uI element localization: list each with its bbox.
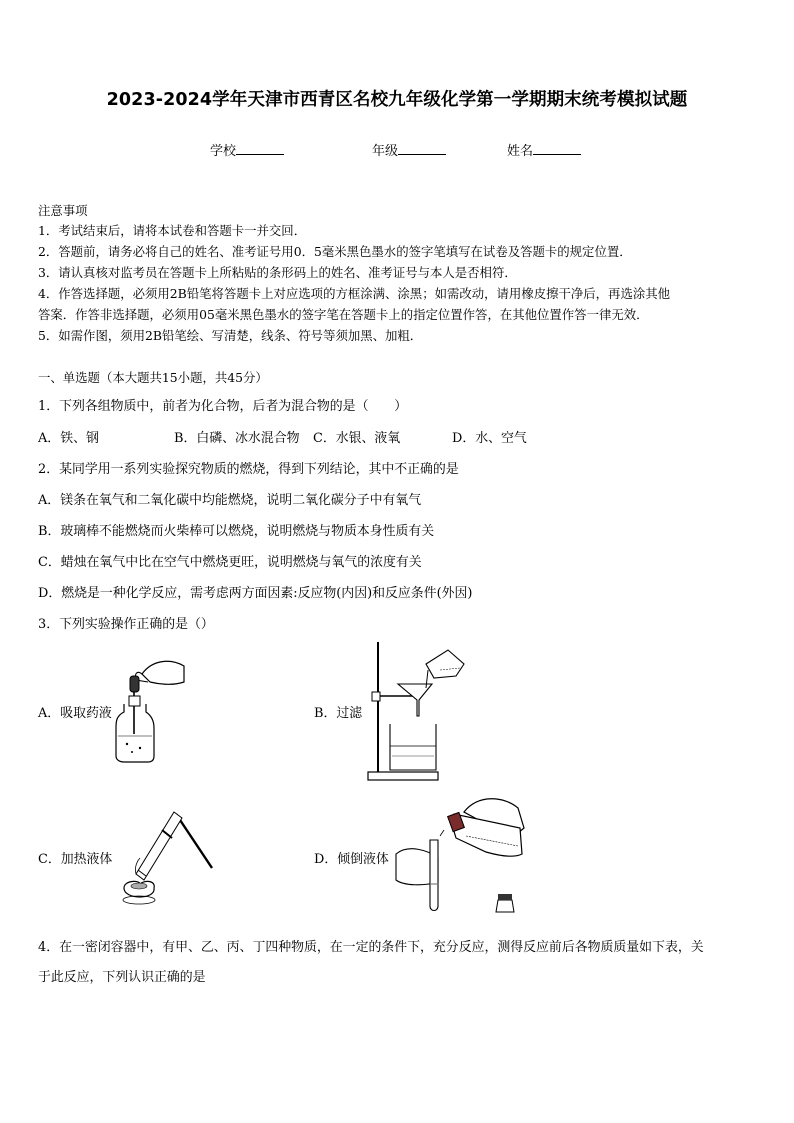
q2-option-c: C．蜡烛在氧气中比在空气中燃烧更旺，说明燃烧与氧气的浓度有关	[38, 555, 422, 570]
q1-option-c: C．水银、液氧	[313, 431, 401, 446]
q2-option-a: A．镁条在氧气和二氧化碳中均能燃烧，说明二氧化碳分子中有氧气	[38, 493, 422, 508]
q1-stem: 1．下列各组物质中，前者为化合物，后者为混合物的是（ ）	[38, 399, 408, 414]
q2-stem: 2．某同学用一系列实验探究物质的燃烧，得到下列结论，其中不正确的是	[38, 462, 459, 477]
q3-option-b-label: B．过滤	[314, 706, 363, 721]
school-label: 学校	[210, 144, 237, 159]
name-label: 姓名	[507, 144, 534, 159]
q2-option-d: D．燃烧是一种化学反应，需考虑两方面因素:反应物(内因)和反应条件(外因)	[38, 586, 473, 601]
filtration-drawing	[364, 640, 472, 782]
notice-item-3: 3．请认真核对监考员在答题卡上所粘贴的条形码上的姓名、准考证号与本人是否相符．	[38, 265, 517, 280]
q4-stem-line1: 4．在一密闭容器中，有甲、乙、丙、丁四种物质，在一定的条件下，充分反应，测得反应前后各物质质量如下表，关	[38, 940, 704, 955]
q3-option-c-label: C．加热液体	[38, 852, 113, 867]
notice-item-4-cont: 答案．作答非选择题，必须用05毫米黑色墨水的签字笔在答题卡上的指定位置作答，在其他位置作答一律无效．	[38, 307, 649, 322]
q4-stem-line2: 于此反应，下列认识正确的是	[38, 970, 206, 985]
section-heading: 一、单选题（本大题共15小题，共45分）	[38, 370, 268, 385]
notice-item-1: 1．考试结束后，请将本试卷和答题卡一并交回．	[38, 223, 307, 238]
q1-option-b: B．白磷、冰水混合物	[174, 431, 300, 446]
grade-field	[372, 140, 446, 159]
school-field	[210, 140, 284, 159]
name-blank	[533, 142, 581, 155]
notice-item-2: 2．答题前，请务必将自己的姓名、准考证号用0．5毫米黑色墨水的签字笔填写在试卷及答题卡的规定位置．	[38, 244, 632, 259]
pouring-drawing	[394, 794, 530, 918]
notice-heading: 注意事项	[38, 203, 88, 218]
notice-item-5: 5．如需作图，须用2B铅笔绘、写清楚，线条、符号等须加黑、加粗．	[38, 328, 423, 343]
q1-option-d: D．水、空气	[452, 431, 527, 446]
q3-option-a-label: A．吸取药液	[38, 706, 112, 721]
q3-option-d-label: D．倾倒液体	[314, 852, 389, 867]
school-blank	[236, 142, 284, 155]
grade-blank	[398, 142, 446, 155]
q1-option-a: A．铁、钢	[38, 431, 99, 446]
q3-stem: 3．下列实验操作正确的是（）	[38, 617, 214, 632]
notice-item-4: 4．作答选择题，必须用2B铅笔将答题卡上对应选项的方框涂满、涂黑；如需改动，请用橡皮擦干净后，再选涂其他	[38, 286, 671, 301]
grade-label: 年级	[372, 144, 399, 159]
page-title: 2023-2024学年天津市西青区名校九年级化学第一学期期末统考模拟试题	[106, 90, 688, 110]
dropper-drawing	[112, 652, 192, 764]
name-field	[507, 140, 581, 159]
heating-drawing	[116, 808, 216, 908]
q2-option-b: B．玻璃棒不能燃烧而火柴棒可以燃烧，说明燃烧与物质本身性质有关	[38, 524, 435, 539]
